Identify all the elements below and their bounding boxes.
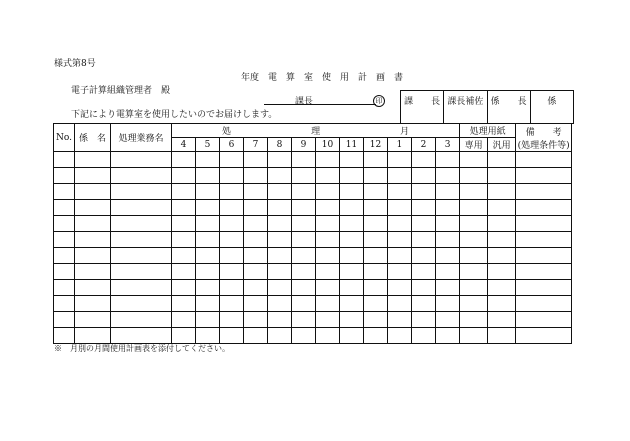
table-row xyxy=(54,168,572,184)
entry-cell[interactable] xyxy=(196,232,220,248)
entry-cell[interactable] xyxy=(340,264,364,280)
table-row xyxy=(54,200,572,216)
entry-cell[interactable] xyxy=(488,248,516,264)
entry-cell[interactable] xyxy=(340,328,364,344)
entry-cell[interactable] xyxy=(111,312,172,328)
month-header: 8 xyxy=(268,138,292,152)
entry-cell[interactable] xyxy=(364,264,388,280)
entry-cell[interactable] xyxy=(75,248,111,264)
entry-cell[interactable] xyxy=(111,216,172,232)
entry-cell[interactable] xyxy=(488,296,516,312)
entry-cell[interactable] xyxy=(436,264,460,280)
entry-cell[interactable] xyxy=(220,328,244,344)
entry-cell[interactable] xyxy=(244,232,268,248)
entry-cell[interactable] xyxy=(488,232,516,248)
entry-cell[interactable] xyxy=(268,184,292,200)
month-header: 6 xyxy=(220,138,244,152)
entry-cell[interactable] xyxy=(172,264,196,280)
header-staff: 係 名 xyxy=(75,124,111,152)
entry-cell[interactable] xyxy=(268,168,292,184)
section-chief-line xyxy=(267,94,375,107)
entry-cell[interactable] xyxy=(196,296,220,312)
entry-cell[interactable] xyxy=(268,200,292,216)
entry-cell[interactable] xyxy=(196,328,220,344)
entry-cell[interactable] xyxy=(340,184,364,200)
entry-cell[interactable] xyxy=(172,152,196,168)
entry-cell[interactable] xyxy=(460,216,488,232)
entry-cell[interactable] xyxy=(516,312,572,328)
entry-cell[interactable] xyxy=(220,184,244,200)
entry-cell[interactable] xyxy=(364,232,388,248)
entry-cell[interactable] xyxy=(316,232,340,248)
entry-cell[interactable] xyxy=(244,216,268,232)
signature-underline xyxy=(264,104,376,105)
paper-general-header: 汎用 xyxy=(488,138,516,152)
form-number: 様式第8号 xyxy=(54,59,96,69)
entry-cell[interactable] xyxy=(412,216,436,232)
entry-cell[interactable] xyxy=(220,232,244,248)
seal-mark: 印 xyxy=(373,95,385,107)
entry-cell[interactable] xyxy=(196,216,220,232)
entry-cell[interactable] xyxy=(292,264,316,280)
entry-cell[interactable] xyxy=(516,264,572,280)
entry-cell[interactable] xyxy=(292,152,316,168)
entry-cell[interactable] xyxy=(220,168,244,184)
entry-cell[interactable] xyxy=(75,312,111,328)
entry-cell[interactable] xyxy=(268,264,292,280)
entry-cell[interactable] xyxy=(172,216,196,232)
entry-cell[interactable] xyxy=(244,248,268,264)
entry-cell[interactable] xyxy=(412,152,436,168)
entry-cell[interactable] xyxy=(172,312,196,328)
entry-cell[interactable] xyxy=(412,312,436,328)
entry-cell[interactable] xyxy=(196,152,220,168)
entry-cell[interactable] xyxy=(196,184,220,200)
entry-cell[interactable] xyxy=(244,312,268,328)
month-header: 3 xyxy=(436,138,460,152)
table-row xyxy=(54,248,572,264)
entry-cell[interactable] xyxy=(516,296,572,312)
entry-cell[interactable] xyxy=(316,328,340,344)
entry-cell[interactable] xyxy=(516,248,572,264)
entry-cell[interactable] xyxy=(436,296,460,312)
entry-cell[interactable] xyxy=(388,184,412,200)
entry-cell[interactable] xyxy=(268,152,292,168)
entry-cell[interactable] xyxy=(516,200,572,216)
entry-cell[interactable] xyxy=(292,312,316,328)
addressee: 電子計算組織管理者 殿 xyxy=(71,86,171,96)
entry-cell[interactable] xyxy=(388,232,412,248)
table-row xyxy=(54,216,572,232)
entry-cell[interactable] xyxy=(268,280,292,296)
usage-plan-table xyxy=(53,123,572,344)
entry-cell[interactable] xyxy=(75,200,111,216)
entry-cell[interactable] xyxy=(54,264,75,280)
entry-cell[interactable] xyxy=(196,264,220,280)
month-header: 5 xyxy=(196,138,220,152)
entry-cell[interactable] xyxy=(412,248,436,264)
entry-cell[interactable] xyxy=(111,248,172,264)
entry-cell[interactable] xyxy=(268,216,292,232)
entry-cell[interactable] xyxy=(460,280,488,296)
entry-cell[interactable] xyxy=(111,152,172,168)
entry-cell[interactable] xyxy=(412,168,436,184)
entry-cell[interactable] xyxy=(460,232,488,248)
entry-cell[interactable] xyxy=(460,312,488,328)
entry-cell[interactable] xyxy=(54,232,75,248)
entry-cell[interactable] xyxy=(268,248,292,264)
entry-cell[interactable] xyxy=(54,200,75,216)
entry-cell[interactable] xyxy=(316,296,340,312)
entry-cell[interactable] xyxy=(436,152,460,168)
entry-cell[interactable] xyxy=(488,184,516,200)
entry-cell[interactable] xyxy=(364,200,388,216)
entry-cell[interactable] xyxy=(436,232,460,248)
entry-cell[interactable] xyxy=(388,264,412,280)
entry-cell[interactable] xyxy=(412,328,436,344)
entry-cell[interactable] xyxy=(75,168,111,184)
entry-cell[interactable] xyxy=(75,328,111,344)
entry-cell[interactable] xyxy=(436,200,460,216)
entry-cell[interactable] xyxy=(220,200,244,216)
entry-cell[interactable] xyxy=(436,280,460,296)
entry-cell[interactable] xyxy=(460,248,488,264)
table-row xyxy=(54,296,572,312)
entry-cell[interactable] xyxy=(292,200,316,216)
entry-cell[interactable] xyxy=(516,168,572,184)
entry-cell[interactable] xyxy=(340,248,364,264)
document-title: 年度 電 算 室 使 用 計 画 書 xyxy=(241,73,404,83)
month-header: 9 xyxy=(292,138,316,152)
entry-cell[interactable] xyxy=(488,280,516,296)
entry-cell[interactable] xyxy=(268,232,292,248)
header-no: No. xyxy=(54,124,75,152)
entry-cell[interactable] xyxy=(436,312,460,328)
entry-cell[interactable] xyxy=(460,264,488,280)
entry-cell[interactable] xyxy=(75,216,111,232)
entry-cell[interactable] xyxy=(292,328,316,344)
entry-cell[interactable] xyxy=(316,248,340,264)
table-row xyxy=(54,312,572,328)
entry-cell[interactable] xyxy=(340,296,364,312)
entry-cell[interactable] xyxy=(196,248,220,264)
entry-cell[interactable] xyxy=(364,296,388,312)
approval-box xyxy=(400,90,574,124)
month-header: 4 xyxy=(172,138,196,152)
entry-cell[interactable] xyxy=(244,152,268,168)
table-row xyxy=(54,184,572,200)
entry-cell[interactable] xyxy=(172,296,196,312)
entry-cell[interactable] xyxy=(292,232,316,248)
entry-cell[interactable] xyxy=(516,184,572,200)
section-label: 課長 xyxy=(295,97,314,107)
table-row xyxy=(54,328,572,344)
entry-cell[interactable] xyxy=(244,280,268,296)
approval-cell-staff[interactable]: 係 xyxy=(530,91,573,123)
entry-cell[interactable] xyxy=(460,152,488,168)
entry-cell[interactable] xyxy=(460,184,488,200)
entry-cell[interactable] xyxy=(220,312,244,328)
entry-cell[interactable] xyxy=(488,264,516,280)
entry-cell[interactable] xyxy=(388,328,412,344)
table-row xyxy=(54,280,572,296)
entry-cell[interactable] xyxy=(340,232,364,248)
approval-cell-deputy[interactable]: 課長補佐 xyxy=(443,91,486,123)
entry-cell[interactable] xyxy=(172,168,196,184)
entry-cell[interactable] xyxy=(54,280,75,296)
entry-cell[interactable] xyxy=(488,328,516,344)
entry-cell[interactable] xyxy=(244,168,268,184)
entry-cell[interactable] xyxy=(316,184,340,200)
entry-cell[interactable] xyxy=(75,232,111,248)
entry-cell[interactable] xyxy=(220,264,244,280)
entry-cell[interactable] xyxy=(436,216,460,232)
table-row xyxy=(54,232,572,248)
entry-cell[interactable] xyxy=(364,168,388,184)
entry-cell[interactable] xyxy=(516,216,572,232)
entry-cell[interactable] xyxy=(172,328,196,344)
entry-cell[interactable] xyxy=(316,216,340,232)
month-header: 11 xyxy=(340,138,364,152)
approval-cell-chief[interactable]: 課 長 xyxy=(404,97,441,107)
entry-cell[interactable] xyxy=(436,328,460,344)
entry-cell[interactable] xyxy=(75,296,111,312)
entry-cell[interactable] xyxy=(460,168,488,184)
entry-cell[interactable] xyxy=(412,264,436,280)
entry-cell[interactable] xyxy=(268,328,292,344)
entry-cell[interactable] xyxy=(388,216,412,232)
entry-cell[interactable] xyxy=(364,184,388,200)
entry-cell[interactable] xyxy=(388,152,412,168)
entry-cell[interactable] xyxy=(196,312,220,328)
entry-cell[interactable] xyxy=(516,280,572,296)
entry-cell[interactable] xyxy=(111,184,172,200)
entry-cell[interactable] xyxy=(111,232,172,248)
entry-cell[interactable] xyxy=(488,200,516,216)
entry-cell[interactable] xyxy=(292,184,316,200)
entry-cell[interactable] xyxy=(488,312,516,328)
entry-cell[interactable] xyxy=(244,184,268,200)
entry-cell[interactable] xyxy=(488,152,516,168)
entry-cell[interactable] xyxy=(488,168,516,184)
entry-cell[interactable] xyxy=(516,328,572,344)
entry-cell[interactable] xyxy=(196,280,220,296)
entry-cell[interactable] xyxy=(220,280,244,296)
entry-cell[interactable] xyxy=(292,216,316,232)
entry-cell[interactable] xyxy=(340,200,364,216)
entry-cell[interactable] xyxy=(436,248,460,264)
entry-cell[interactable] xyxy=(364,152,388,168)
entry-cell[interactable] xyxy=(316,152,340,168)
entry-cell[interactable] xyxy=(54,168,75,184)
month-header: 1 xyxy=(388,138,412,152)
entry-cell[interactable] xyxy=(220,248,244,264)
entry-cell[interactable] xyxy=(268,296,292,312)
entry-cell[interactable] xyxy=(244,296,268,312)
entry-cell[interactable] xyxy=(196,200,220,216)
entry-cell[interactable] xyxy=(412,184,436,200)
entry-cell[interactable] xyxy=(75,152,111,168)
entry-cell[interactable] xyxy=(54,184,75,200)
entry-cell[interactable] xyxy=(54,216,75,232)
table-row xyxy=(54,152,572,168)
entry-cell[interactable] xyxy=(54,296,75,312)
entry-cell[interactable] xyxy=(316,168,340,184)
entry-cell[interactable] xyxy=(340,168,364,184)
table-row xyxy=(54,264,572,280)
entry-cell[interactable] xyxy=(268,312,292,328)
entry-cell[interactable] xyxy=(111,296,172,312)
entry-cell[interactable] xyxy=(412,200,436,216)
entry-cell[interactable] xyxy=(244,264,268,280)
entry-cell[interactable] xyxy=(364,216,388,232)
entry-cell[interactable] xyxy=(54,312,75,328)
entry-cell[interactable] xyxy=(244,328,268,344)
entry-cell[interactable] xyxy=(172,200,196,216)
month-header: 2 xyxy=(412,138,436,152)
month-header: 12 xyxy=(364,138,388,152)
entry-cell[interactable] xyxy=(54,152,75,168)
entry-cell[interactable] xyxy=(111,264,172,280)
entry-cell[interactable] xyxy=(340,280,364,296)
entry-cell[interactable] xyxy=(364,312,388,328)
header-task: 処理業務名 xyxy=(111,124,172,152)
entry-cell[interactable] xyxy=(54,328,75,344)
entry-cell[interactable] xyxy=(54,248,75,264)
entry-cell[interactable] xyxy=(316,280,340,296)
entry-cell[interactable] xyxy=(340,312,364,328)
entry-cell[interactable] xyxy=(292,168,316,184)
entry-cell[interactable] xyxy=(172,232,196,248)
entry-cell[interactable] xyxy=(220,296,244,312)
intro-text: 下記により電算室を使用したいのでお届けします。 xyxy=(71,110,278,120)
entry-cell[interactable] xyxy=(244,200,268,216)
entry-cell[interactable] xyxy=(220,152,244,168)
entry-cell[interactable] xyxy=(75,184,111,200)
entry-cell[interactable] xyxy=(460,200,488,216)
entry-cell[interactable] xyxy=(388,312,412,328)
entry-cell[interactable] xyxy=(75,264,111,280)
entry-cell[interactable] xyxy=(412,296,436,312)
entry-cell[interactable] xyxy=(111,200,172,216)
entry-cell[interactable] xyxy=(460,296,488,312)
entry-cell[interactable] xyxy=(364,328,388,344)
entry-cell[interactable] xyxy=(388,296,412,312)
entry-cell[interactable] xyxy=(196,168,220,184)
approval-cell-subchief[interactable]: 係 長 xyxy=(487,91,530,123)
entry-cell[interactable] xyxy=(516,152,572,168)
entry-cell[interactable] xyxy=(111,280,172,296)
header-processing-month: 処 理 月 xyxy=(172,124,460,138)
entry-cell[interactable] xyxy=(436,184,460,200)
entry-cell[interactable] xyxy=(388,168,412,184)
entry-cell[interactable] xyxy=(460,328,488,344)
paper-dedicated-header: 専用 xyxy=(460,138,488,152)
entry-cell[interactable] xyxy=(364,280,388,296)
entry-cell[interactable] xyxy=(172,248,196,264)
footnote: ※ 月別の月間使用計画表を添付してください。 xyxy=(54,344,230,353)
entry-cell[interactable] xyxy=(516,232,572,248)
entry-cell[interactable] xyxy=(292,248,316,264)
month-header: 7 xyxy=(244,138,268,152)
entry-cell[interactable] xyxy=(388,200,412,216)
entry-cell[interactable] xyxy=(172,280,196,296)
header-paper: 処理用紙 xyxy=(460,124,516,138)
entry-cell[interactable] xyxy=(316,200,340,216)
entry-cell[interactable] xyxy=(111,168,172,184)
entry-cell[interactable] xyxy=(488,216,516,232)
entry-cell[interactable] xyxy=(111,328,172,344)
entry-cell[interactable] xyxy=(220,216,244,232)
entry-cell[interactable] xyxy=(436,168,460,184)
header-remarks: 備 考 (処理条件等) xyxy=(516,124,572,152)
entry-cell[interactable] xyxy=(316,312,340,328)
entry-cell[interactable] xyxy=(75,280,111,296)
month-header: 10 xyxy=(316,138,340,152)
entry-cell[interactable] xyxy=(316,264,340,280)
entry-cell[interactable] xyxy=(388,248,412,264)
entry-cell[interactable] xyxy=(292,296,316,312)
entry-cell[interactable] xyxy=(412,232,436,248)
entry-cell[interactable] xyxy=(340,152,364,168)
entry-cell[interactable] xyxy=(292,280,316,296)
entry-cell[interactable] xyxy=(172,184,196,200)
entry-cell[interactable] xyxy=(340,216,364,232)
entry-cell[interactable] xyxy=(364,248,388,264)
entry-cell[interactable] xyxy=(388,280,412,296)
entry-cell[interactable] xyxy=(412,280,436,296)
